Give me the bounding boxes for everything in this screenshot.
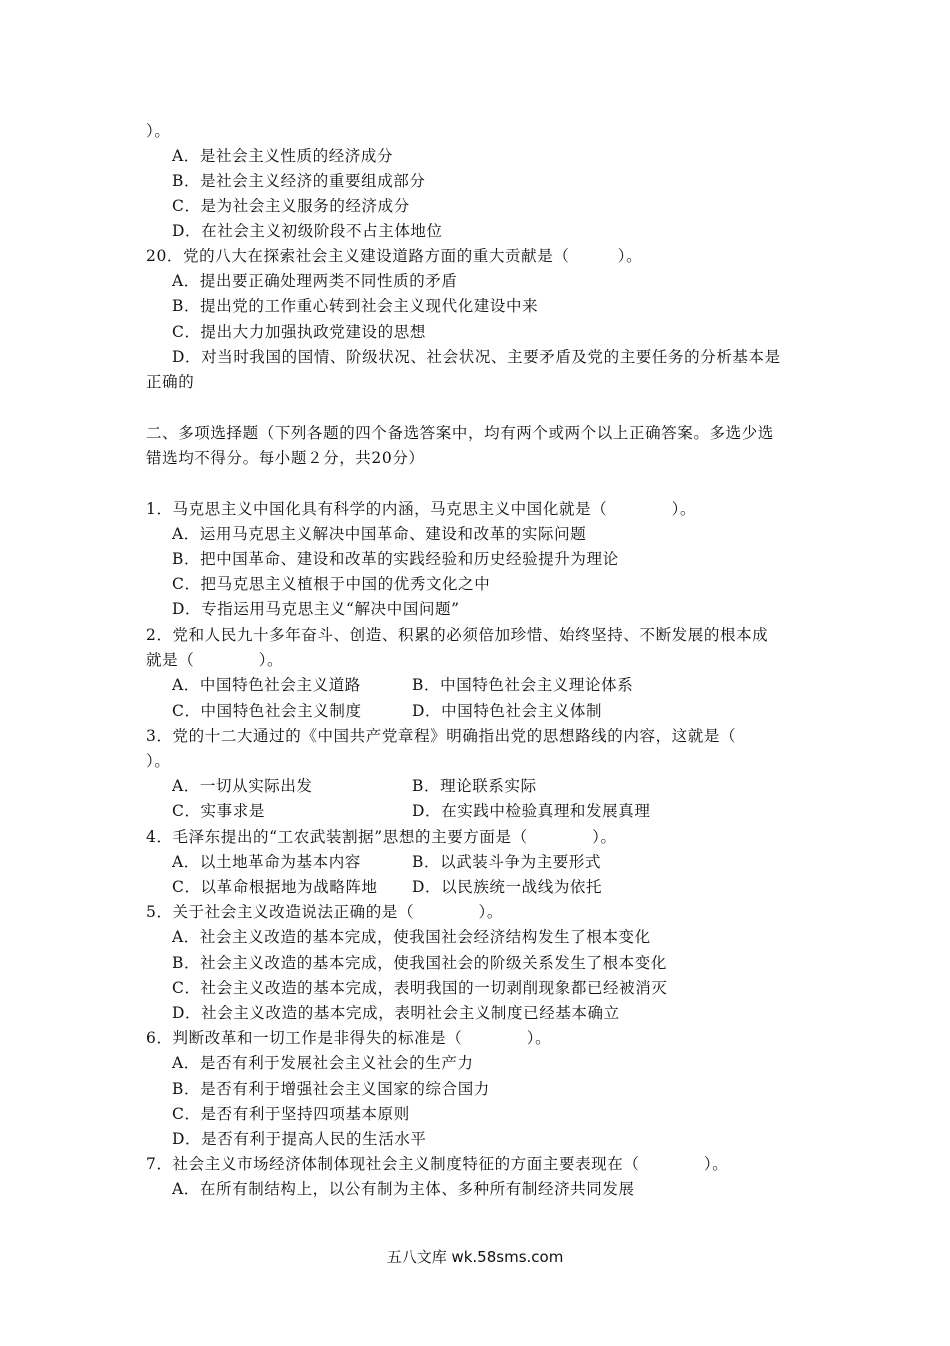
mq4-option-b: B．以武装斗争为主要形式 bbox=[412, 853, 602, 871]
mq5-option-c: C．社会主义改造的基本完成，表明我国的一切剥削现象都已经被消灭 bbox=[172, 979, 668, 997]
mq6-option-c: C．是否有利于坚持四项基本原则 bbox=[172, 1105, 410, 1123]
mq3-stem-continuation: ）。 bbox=[146, 752, 171, 770]
mq5-stem: 5．关于社会主义改造说法正确的是（ ）。 bbox=[146, 903, 503, 921]
mq4-option-a: A．以土地革命为基本内容 bbox=[172, 853, 361, 871]
mq7-stem: 7．社会主义市场经济体制体现社会主义制度特征的方面主要表现在（ ）。 bbox=[146, 1155, 729, 1173]
section2-title: 二、多项选择题（下列各题的四个备选答案中，均有两个或两个以上正确答案。多选少选 bbox=[146, 424, 774, 442]
section2-title-continuation: 错选均不得分。每小题２分，共20分） bbox=[146, 449, 425, 467]
mq1-option-d: D．专指运用马克思主义“解决中国问题” bbox=[172, 600, 460, 618]
mq5-option-a: A．社会主义改造的基本完成，使我国社会经济结构发生了根本变化 bbox=[172, 928, 651, 946]
mq1-option-c: C．把马克思主义植根于中国的优秀文化之中 bbox=[172, 575, 491, 593]
mq1-option-a: A．运用马克思主义解决中国革命、建设和改革的实际问题 bbox=[172, 525, 587, 543]
mq3-option-a: A．一切从实际出发 bbox=[172, 777, 313, 795]
mq3-option-b: B．理论联系实际 bbox=[412, 777, 537, 795]
q19-stem-continuation: ）。 bbox=[146, 122, 171, 140]
q19-option-a: A．是社会主义性质的经济成分 bbox=[172, 147, 394, 165]
q20-option-d-continuation: 正确的 bbox=[146, 373, 195, 391]
mq6-option-d: D．是否有利于提高人民的生活水平 bbox=[172, 1130, 427, 1148]
mq2-option-a: A．中国特色社会主义道路 bbox=[172, 676, 361, 694]
mq6-stem: 6．判断改革和一切工作是非得失的标准是（ ）。 bbox=[146, 1029, 552, 1047]
mq3-option-c: C．实事求是 bbox=[172, 802, 265, 820]
q20-option-b: B．提出党的工作重心转到社会主义现代化建设中来 bbox=[172, 297, 539, 315]
mq7-option-a: A．在所有制结构上，以公有制为主体、多种所有制经济共同发展 bbox=[172, 1180, 635, 1198]
page-footer: 五八文库 wk.58sms.com bbox=[386, 1248, 564, 1266]
mq6-option-a: A．是否有利于发展社会主义社会的生产力 bbox=[172, 1054, 474, 1072]
q20-stem: 20．党的八大在探索社会主义建设道路方面的重大贡献是（ ）。 bbox=[146, 247, 643, 265]
mq2-option-b: B．中国特色社会主义理论体系 bbox=[412, 676, 634, 694]
q19-option-c: C．是为社会主义服务的经济成分 bbox=[172, 197, 410, 215]
q20-option-a: A．提出要正确处理两类不同性质的矛盾 bbox=[172, 272, 458, 290]
mq4-option-d: D．以民族统一战线为依托 bbox=[412, 878, 603, 896]
q19-option-b: B．是社会主义经济的重要组成部分 bbox=[172, 172, 426, 190]
mq4-stem: 4．毛泽东提出的“工农武装割据”思想的主要方面是（ ）。 bbox=[146, 828, 617, 846]
mq1-option-b: B．把中国革命、建设和改革的实践经验和历史经验提升为理论 bbox=[172, 550, 619, 568]
mq3-option-d: D．在实践中检验真理和发展真理 bbox=[412, 802, 651, 820]
mq2-option-c: C．中国特色社会主义制度 bbox=[172, 702, 362, 720]
mq2-stem-continuation: 就是（ ）。 bbox=[146, 651, 284, 669]
mq5-option-d: D．社会主义改造的基本完成，表明社会主义制度已经基本确立 bbox=[172, 1004, 620, 1022]
q19-option-d: D．在社会主义初级阶段不占主体地位 bbox=[172, 222, 443, 240]
q20-option-c: C．提出大力加强执政党建设的思想 bbox=[172, 323, 426, 341]
mq1-stem: 1．马克思主义中国化具有科学的内涵，马克思主义中国化就是（ ）。 bbox=[146, 500, 697, 518]
mq2-stem: 2．党和人民九十多年奋斗、创造、积累的必须倍加珍惜、始终坚持、不断发展的根本成 bbox=[146, 626, 769, 644]
mq6-option-b: B．是否有利于增强社会主义国家的综合国力 bbox=[172, 1080, 490, 1098]
mq5-option-b: B．社会主义改造的基本完成，使我国社会的阶级关系发生了根本变化 bbox=[172, 954, 667, 972]
mq4-option-c: C．以革命根据地为战略阵地 bbox=[172, 878, 378, 896]
mq3-stem: 3．党的十二大通过的《中国共产党章程》明确指出党的思想路线的内容，这就是（ bbox=[146, 727, 737, 745]
mq2-option-d: D．中国特色社会主义体制 bbox=[412, 702, 603, 720]
q20-option-d: D．对当时我国的国情、阶级状况、社会状况、主要矛盾及党的主要任务的分析基本是 bbox=[172, 348, 781, 366]
